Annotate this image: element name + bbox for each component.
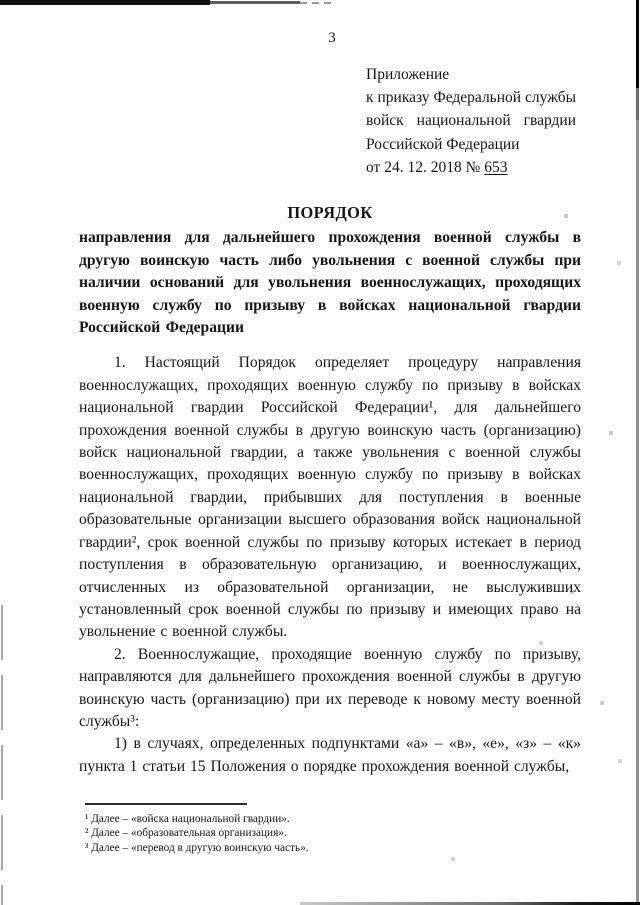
scan-artifact-top-dark [0,0,210,5]
document-title: ПОРЯДОК [287,203,373,222]
footnote-1: ¹ Далее – «войска национальной гвардии». [85,813,290,825]
paragraph-1: 1. Настоящий Порядок определяет процедуру направления военнослужащих, проходящих военную службу по призыву в войсках национальной гвардии Российской Федерации¹, для дальнейшего прохождения военной службы в другую воинскую часть (организацию) войск национальной гвардии, а также увольнения с военной службы военнослужащих, проходящих военную службу по призыву в войсках национальной гвардии, прибывших для поступления в военные образовательные организации высшего образования войск национальной гвардии², срок военной службы по призыву которых истекает в период поступления в образовательную организацию, и военнослужащих, отчисленных из образовательной организации, не выслуживших установленный срок военной службы по призыву и имеющих право на увольнение с военной службы. [79,354,581,641]
footnote-3: ³ Далее – «перевод в другую воинскую часть». [85,841,309,854]
order-number: 653 [484,158,508,176]
scan-artifact-right-edge [636,0,639,905]
appendix-date-prefix: от 24. 12. 2018 № [366,158,481,176]
footnotes-section [85,803,565,855]
scan-artifact-top-gray [210,1,300,4]
footnote-2: ² Далее – «образовательная организация». [85,827,287,840]
appendix-line-3: войск национальной гвардии [366,112,576,130]
scan-artifact-top-dashes [300,2,334,4]
appendix-line-1: Приложение [366,66,450,83]
document-subtitle: направления для дальнейшего прохождения военной службы в другую воинскую часть либо увольнения с военной службы при наличии оснований для увольнения военнослужащих, проходящих военную службу по призыву в войсках национальной гвардии Российской Федерации [79,229,581,337]
document-body [79,202,581,778]
subparagraph-2-1: 1) в случаях, определенных подпунктами «а» – «в», «е», «з» – «к» пункта 1 статьи 15 Положения о порядке прохождения военной службы, [79,735,581,775]
appendix-block [366,63,576,179]
scan-noise-dots [0,0,2,2]
scan-artifact-left-edge [1,605,3,905]
appendix-line-2: к приказу Федеральной службы [366,89,576,107]
footnote-separator-rule [85,803,247,805]
paragraph-2: 2. Военнослужащие, проходящие военную службу по призыву, направляются для дальнейшего прохождения военной службы в другую воинскую часть (организацию) при их переводе к новому месту военной службы³: [79,645,581,730]
page-number: 3 [328,30,336,46]
appendix-line-4: Российской Федерации [366,135,520,153]
appendix-date-line [366,156,576,179]
